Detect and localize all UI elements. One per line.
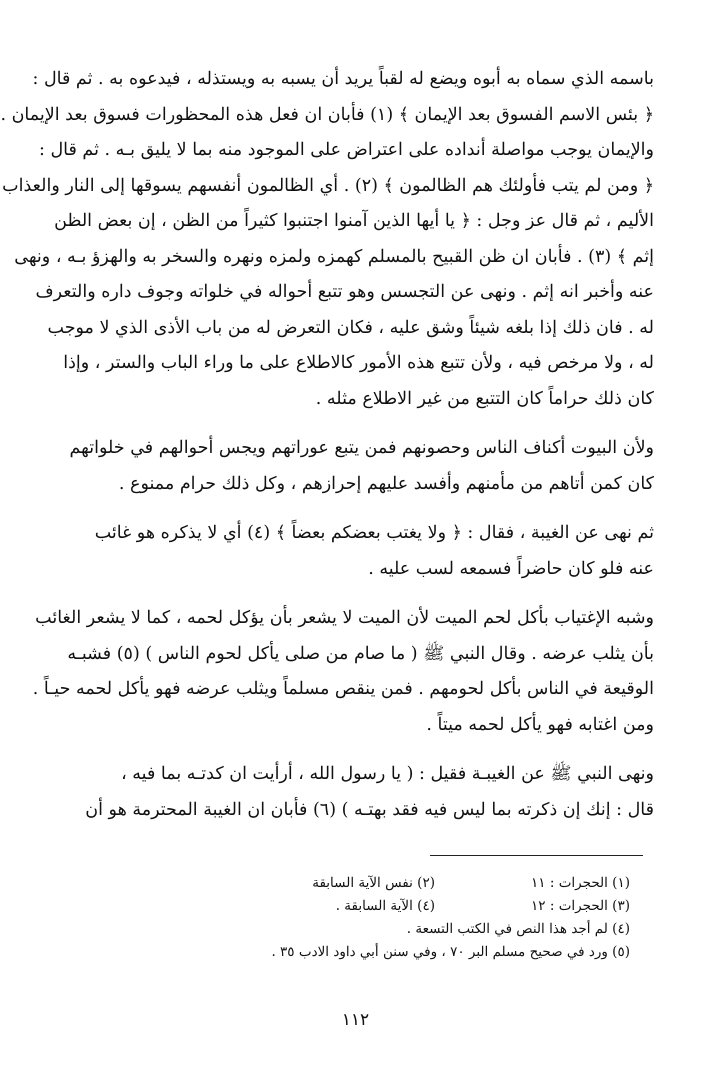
text-line: الوقيعة في الناس بأكل لحومهم . فمن ينقص مسلماً ويثلب عرضه فهو يأكل لحمه حيـاً . (32, 679, 654, 699)
text-line: له ، ولا مرخص فيه ، ولأن تتبع هذه الأمور كالاطلاع على ما وراء الباب والستر ، وإذا (63, 353, 654, 373)
footnote-4: (٤) الآية السابقة . (335, 898, 435, 914)
text-line: ونهى النبي ﷺ عن الغيبـة فقيل : ( يا رسول الله ، أرأيت ان كدتـه بما فيه ، (121, 764, 654, 784)
paragraph (32, 601, 654, 743)
text-line: ولأن البيوت أكناف الناس وحصونهم فمن يتبع عوراتهم ويجس أحوالهم في خلواتهم (69, 438, 654, 458)
text-line: ثم نهى عن الغيبة ، فقال : ﴿ ولا يغتب بعضكم بعضاً ﴾ (٤) أي لا يذكره هو غائب (94, 523, 654, 543)
page-number: ١١٢ (341, 1010, 370, 1030)
text-line: بأن يثلب عرضه . وقال النبي ﷺ ( ما صام من صلى يأكل لحوم الناس ) (٥) فشبـه (67, 643, 654, 664)
paragraph (48, 757, 654, 828)
text-line: عنه فلو كان حاضراً فسمعه لسب عليه . (368, 558, 654, 579)
text-line: ومن اغتابه فهو يأكل لحمه ميتاً . (426, 714, 654, 735)
footnote-1: (١) الحجرات : ١١ (531, 875, 630, 891)
paragraph (48, 516, 654, 587)
footnote-3: (٣) الحجرات : ١٢ (531, 898, 630, 914)
paragraph (0, 62, 654, 417)
text-line: قال : إنك إن ذكرته بما ليس فيه فقد بهتـه ) (٦) فأبان ان الغيبة المحترمة هو أن (85, 799, 654, 820)
footnotes (200, 872, 630, 964)
body-text (0, 62, 654, 842)
footnote-4b: (٤) لم أجد هذا النص في الكتب التسعة . (406, 921, 630, 937)
text-line: وشبه الإغتياب بأكل لحم الميت لأن الميت لا يشعر بأن يؤكل لحمه ، كما لا يشعر الغائب (35, 608, 654, 628)
text-line: الأليم ، ثم قال عز وجل : ﴿ يا أيها الذين آمنوا اجتنبوا كثيراً من الظن ، إن بعض الظن (54, 211, 654, 231)
footnote-row (200, 895, 630, 918)
text-line: كان ذلك حراماً كان التتبع من غير الاطلاع مثله . (315, 388, 654, 409)
text-line: ﴿ بئس الاسم الفسوق بعد الإيمان ﴾ (١) فأبان ان فعل هذه المحظورات فسوق بعد الإيمان . (0, 104, 654, 125)
text-line: والإيمان يوجب مواصلة أنداده على اعتراض على الموجود منه بما لا يليق بـه . ثم قال : (39, 140, 654, 160)
paragraph (48, 431, 654, 502)
footnote-5: (٥) ورد في صحيح مسلم البر ٧٠ ، وفي سنن أبي داود الادب ٣٥ . (271, 944, 630, 960)
footnote-row (200, 872, 630, 895)
text-line: ﴿ ومن لم يتب فأولئك هم الظالمون ﴾ (٢) . أي الظالمون أنفسهم يسوقها إلى النار والعذاب (2, 175, 654, 196)
footnote-separator (430, 855, 643, 856)
text-line: له . فان ذلك إذا بلغه شيئاً وشق عليه ، فكان التعرض له من باب الأذى الذي لا موجب (47, 317, 654, 338)
footnote-2: (٢) نفس الآية السابقة (312, 875, 435, 891)
text-line: باسمه الذي سماه به أبوه ويضع له لقباً يريد أن يسبه به ويستذله ، فيدعوه به . ثم قال : (32, 69, 654, 89)
text-line: كان كمن أتاهم من مأمنهم وأفسد عليهم إحرازهم ، وكل ذلك حرام ممنوع . (118, 473, 654, 494)
text-line: عنه وأخبر انه إثم . ونهى عن التجسس وهو تتبع أحواله في خلواته وجوف داره والتعرف (35, 282, 654, 302)
text-line: إثم ﴾ (٣) . فأبان ان ظن القبيح بالمسلم كهمزه ولمزه ونهره والسخر به والهزؤ بـه ، ونهى (14, 246, 654, 267)
